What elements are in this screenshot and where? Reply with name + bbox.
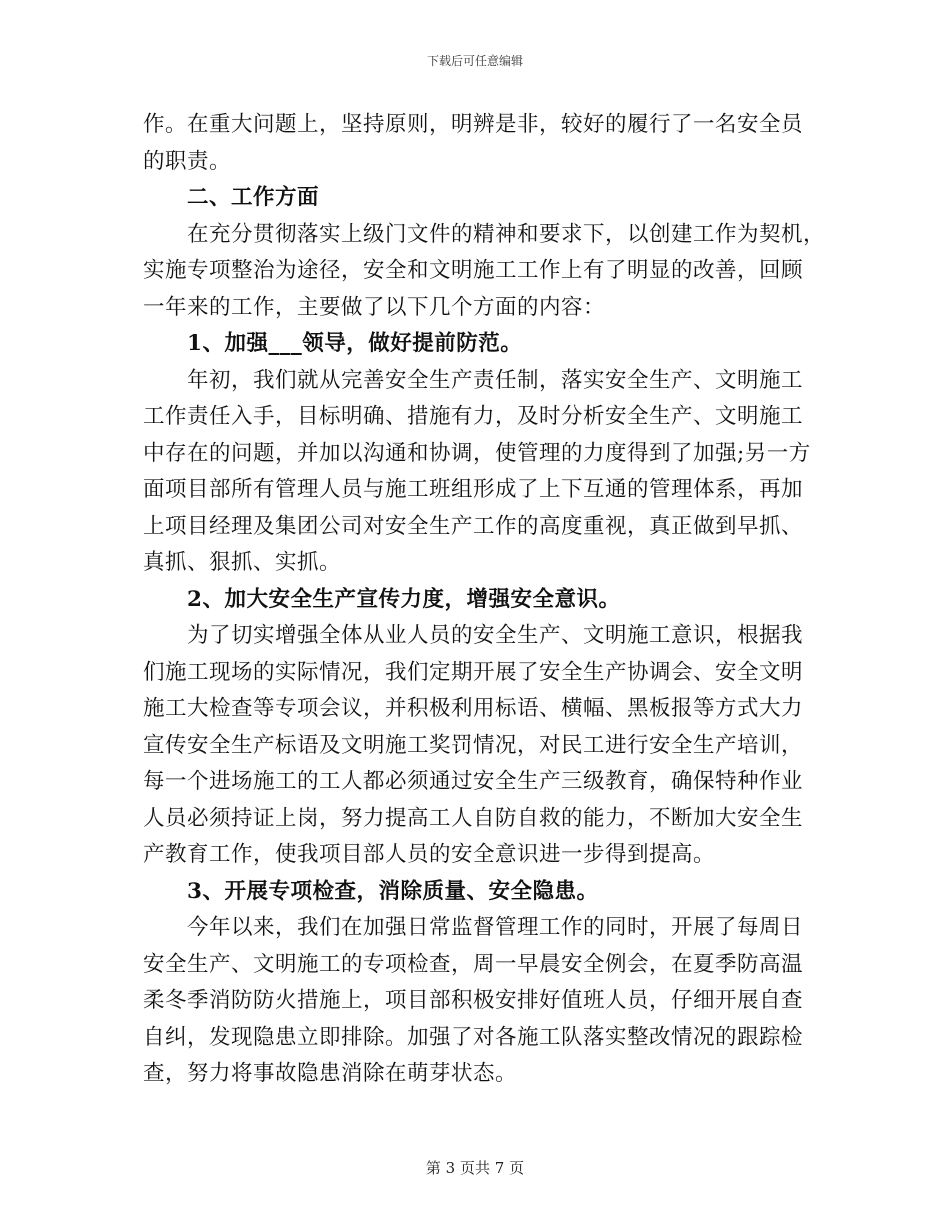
text-line: 产教育工作，使我项目部人员的安全意识进一步得到提高。	[143, 842, 716, 867]
text-line: 工作责任入手，目标明确、措施有力，及时分析安全生产、文明施工	[143, 404, 804, 429]
text-line: 在充分贯彻落实上级门文件的精神和要求下，以创建工作为契机，	[187, 221, 826, 247]
text-line: 自纠，发现隐患立即排除。加强了对各施工队落实整改情况的跟踪检	[143, 1024, 804, 1050]
page-header: 下载后可任意编辑	[426, 54, 523, 68]
text-line: 施工大检查等专项会议，并积极利用标语、横幅、黑板报等方式大力	[143, 696, 804, 721]
text-line: 实施专项整治为途径，安全和文明施工工作上有了明显的改善，回顾	[143, 258, 804, 283]
text-line: 每一个进场施工的工人都必须通过安全生产三级教育，确保特种作业	[143, 769, 804, 794]
text-line: 作。在重大问题上，坚持原则，明辨是非，较好的履行了一名安全员	[143, 112, 804, 137]
text-line: 人员必须持证上岗，努力提高工人自防自救的能力，不断加大安全生	[143, 805, 804, 831]
text-line: 们施工现场的实际情况，我们定期开展了安全生产协调会、安全文明	[143, 659, 804, 685]
subsection-heading: 1、加强___领导，做好提前防范。	[187, 331, 523, 356]
text-line: 中存在的问题，并加以沟通和协调，使管理的力度得到了加强;另一方	[143, 440, 811, 466]
text-line: 查，努力将事故隐患消除在萌芽状态。	[143, 1061, 518, 1086]
document-body	[143, 107, 826, 1093]
text-line: 的职责。	[143, 148, 232, 174]
text-line: 柔冬季消防防火措施上，项目部积极安排好值班人员，仔细开展自查	[143, 988, 804, 1013]
text-line: 一年来的工作，主要做了以下几个方面的内容：	[143, 294, 606, 320]
section-heading: 二、工作方面	[187, 185, 320, 210]
text-line: 宣传安全生产标语及文明施工奖罚情况，对民工进行安全生产培训，	[143, 732, 804, 758]
text-line: 上项目经理及集团公司对安全生产工作的高度重视，真正做到早抓、	[143, 513, 804, 539]
text-line: 安全生产、文明施工的专项检查，周一早晨安全例会，在夏季防高温	[143, 951, 804, 977]
text-line: 面项目部所有管理人员与施工班组形成了上下互通的管理体系，再加	[143, 477, 804, 502]
page-footer: 第 3 页共 7 页	[425, 1159, 525, 1177]
text-line: 今年以来，我们在加强日常监督管理工作的同时，开展了每周日	[187, 915, 804, 940]
text-line: 为了切实增强全体从业人员的安全生产、文明施工意识，根据我	[187, 623, 804, 648]
text-line: 年初，我们就从完善安全生产责任制，落实安全生产、文明施工	[187, 367, 804, 393]
text-line: 真抓、狠抓、实抓。	[143, 550, 342, 575]
subsection-heading: 3、开展专项检查，消除质量、安全隐患。	[187, 878, 599, 904]
subsection-heading: 2、加大安全生产宣传力度，增强安全意识。	[187, 586, 621, 612]
